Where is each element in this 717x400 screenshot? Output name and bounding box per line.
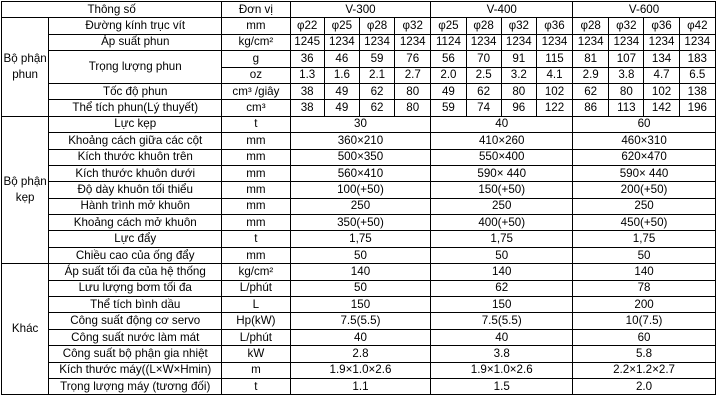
value-cell: 196 <box>679 100 715 116</box>
row-label: Lực kẹp <box>49 116 222 132</box>
value-cell: 38 <box>290 100 324 116</box>
value-cell: 96 <box>501 100 536 116</box>
row-label: Chiều cao của ống đẩy <box>49 247 222 263</box>
row-label: Lực đẩy <box>49 231 222 247</box>
table-row <box>2 34 716 50</box>
unit-cell: t <box>222 378 290 394</box>
table-row <box>2 362 716 378</box>
value-cell: 102 <box>644 83 679 99</box>
value-cell: 4.1 <box>536 67 572 83</box>
value-cell: 560×410 <box>290 165 431 181</box>
value-cell: 38 <box>290 83 324 99</box>
table-row <box>2 280 716 296</box>
value-cell: 49 <box>324 83 359 99</box>
value-cell: 2.2×1.2×2.7 <box>573 362 716 378</box>
row-label: Khoảng cách giữa các cột <box>49 133 222 149</box>
value-cell: 102 <box>536 83 572 99</box>
value-cell: 80 <box>501 83 536 99</box>
value-cell: 1234 <box>573 34 609 50</box>
value-cell: 1234 <box>501 34 536 50</box>
unit-cell: mm <box>222 215 290 231</box>
value-cell: 1.5 <box>431 378 573 394</box>
value-cell: 138 <box>679 83 715 99</box>
row-label: Lưu lượng bơm tối đa <box>49 280 222 296</box>
value-cell: 140 <box>573 264 716 280</box>
table-row <box>2 149 716 165</box>
value-cell: φ25 <box>431 18 466 34</box>
value-cell: 1234 <box>466 34 501 50</box>
value-cell: 46 <box>324 51 359 67</box>
value-cell: 3.8 <box>609 67 644 83</box>
value-cell: 200(+50) <box>573 182 716 198</box>
value-cell: 7.5(5.5) <box>290 313 431 329</box>
unit-cell: t <box>222 231 290 247</box>
header-model: V-400 <box>431 2 573 18</box>
value-cell: 1234 <box>644 34 679 50</box>
row-label: Công suất bộ phận gia nhiệt <box>49 346 222 362</box>
unit-cell: mm <box>222 133 290 149</box>
unit-cell: L/phút <box>222 280 290 296</box>
row-label: Trọng lượng máy (tương đối) <box>49 378 222 394</box>
row-label: Kích thước khuôn trên <box>49 149 222 165</box>
value-cell: 250 <box>431 198 573 214</box>
value-cell: 5.8 <box>573 346 716 362</box>
table-row <box>2 215 716 231</box>
value-cell: 1.3 <box>290 67 324 83</box>
unit-cell: t <box>222 116 290 132</box>
table-row <box>2 83 716 99</box>
value-cell: 74 <box>466 100 501 116</box>
value-cell: 76 <box>395 51 431 67</box>
table-row <box>2 264 716 280</box>
unit-cell: oz <box>222 67 290 83</box>
value-cell: 6.5 <box>679 67 715 83</box>
group-injection: Bộ phận phun <box>2 18 49 116</box>
row-label: Trọng lượng phun <box>49 51 222 84</box>
spec-table <box>1 1 716 395</box>
value-cell: 40 <box>431 329 573 345</box>
value-cell: 10(7.5) <box>573 313 716 329</box>
row-label: Thể tích phun(Lý thuyết) <box>49 100 222 116</box>
table-row <box>2 297 716 313</box>
unit-cell: kg/cm² <box>222 34 290 50</box>
value-cell: 3.2 <box>501 67 536 83</box>
value-cell: 2.7 <box>395 67 431 83</box>
value-cell: 150 <box>431 297 573 313</box>
value-cell: 62 <box>431 280 573 296</box>
row-label: Độ dày khuôn tối thiểu <box>49 182 222 198</box>
unit-cell: mm <box>222 149 290 165</box>
table-row <box>2 2 716 18</box>
row-label: Khoảng cách mở khuôn <box>49 215 222 231</box>
value-cell: 49 <box>324 100 359 116</box>
value-cell: 250 <box>573 198 716 214</box>
value-cell: 450(+50) <box>573 215 716 231</box>
row-label: Công suất nước làm mát <box>49 329 222 345</box>
value-cell: 113 <box>609 100 644 116</box>
value-cell: 1,75 <box>290 231 431 247</box>
value-cell: 140 <box>431 264 573 280</box>
value-cell: 40 <box>290 329 431 345</box>
table-row <box>2 378 716 394</box>
value-cell: 1124 <box>431 34 466 50</box>
value-cell: φ25 <box>324 18 359 34</box>
value-cell: 1,75 <box>431 231 573 247</box>
value-cell: 62 <box>359 83 394 99</box>
value-cell: φ36 <box>536 18 572 34</box>
value-cell: 410×260 <box>431 133 573 149</box>
value-cell: 1.1 <box>290 378 431 394</box>
value-cell: 100(+50) <box>290 182 431 198</box>
value-cell: 80 <box>395 100 431 116</box>
value-cell: 50 <box>431 247 573 263</box>
value-cell: 1.9×1.0×2.6 <box>431 362 573 378</box>
value-cell: 91 <box>501 51 536 67</box>
table-row <box>2 116 716 132</box>
row-label: Đường kính trục vít <box>49 18 222 34</box>
value-cell: 50 <box>290 280 431 296</box>
value-cell: 250 <box>290 198 431 214</box>
unit-cell: mm <box>222 182 290 198</box>
value-cell: 200 <box>573 297 716 313</box>
unit-cell: L/phút <box>222 329 290 345</box>
unit-cell: g <box>222 51 290 67</box>
value-cell: 2.0 <box>431 67 466 83</box>
value-cell: 400(+50) <box>431 215 573 231</box>
value-cell: 1234 <box>679 34 715 50</box>
value-cell: 50 <box>573 247 716 263</box>
value-cell: 360×210 <box>290 133 431 149</box>
header-unit: Đơn vị <box>222 2 290 18</box>
unit-cell: Hp(kW) <box>222 313 290 329</box>
value-cell: φ32 <box>609 18 644 34</box>
value-cell: φ42 <box>679 18 715 34</box>
value-cell: 1245 <box>290 34 324 50</box>
value-cell: 78 <box>573 280 716 296</box>
unit-cell: mm <box>222 247 290 263</box>
table-row <box>2 165 716 181</box>
value-cell: φ28 <box>359 18 394 34</box>
row-label: Tốc độ phun <box>49 83 222 99</box>
row-label: Kích thước máy((L×W×Hmin) <box>49 362 222 378</box>
table-row <box>2 51 716 67</box>
value-cell: 1.6 <box>324 67 359 83</box>
value-cell: 140 <box>290 264 431 280</box>
header-model: V-300 <box>290 2 431 18</box>
value-cell: 142 <box>644 100 679 116</box>
value-cell: 30 <box>290 116 431 132</box>
unit-cell: mm <box>222 198 290 214</box>
value-cell: 81 <box>573 51 609 67</box>
value-cell: 3.8 <box>431 346 573 362</box>
value-cell: φ28 <box>466 18 501 34</box>
value-cell: 40 <box>431 116 573 132</box>
table-row <box>2 231 716 247</box>
value-cell: 134 <box>644 51 679 67</box>
value-cell: 115 <box>536 51 572 67</box>
table-row <box>2 329 716 345</box>
unit-cell: kW <box>222 346 290 362</box>
value-cell: 1234 <box>609 34 644 50</box>
value-cell: 350(+50) <box>290 215 431 231</box>
value-cell: 460×310 <box>573 133 716 149</box>
value-cell: 590× 440 <box>573 165 716 181</box>
value-cell: 56 <box>431 51 466 67</box>
value-cell: 1.9×1.0×2.6 <box>290 362 431 378</box>
table-row <box>2 198 716 214</box>
unit-cell: mm <box>222 165 290 181</box>
unit-cell: L <box>222 297 290 313</box>
table-row <box>2 18 716 34</box>
table-row <box>2 182 716 198</box>
row-label: Thể tích bình dầu <box>49 297 222 313</box>
group-clamp: Bộ phận kẹp <box>2 116 49 264</box>
value-cell: φ36 <box>644 18 679 34</box>
value-cell: 590× 440 <box>431 165 573 181</box>
value-cell: 1234 <box>536 34 572 50</box>
value-cell: 620×470 <box>573 149 716 165</box>
value-cell: 7.5(5.5) <box>431 313 573 329</box>
value-cell: 80 <box>395 83 431 99</box>
value-cell: 86 <box>573 100 609 116</box>
value-cell: 107 <box>609 51 644 67</box>
value-cell: 150 <box>290 297 431 313</box>
row-label: Hành trình mở khuôn <box>49 198 222 214</box>
value-cell: 80 <box>609 83 644 99</box>
value-cell: φ32 <box>501 18 536 34</box>
value-cell: 62 <box>466 83 501 99</box>
value-cell: 1234 <box>324 34 359 50</box>
unit-cell: cm³ <box>222 100 290 116</box>
group-other: Khác <box>2 264 49 395</box>
value-cell: 50 <box>290 247 431 263</box>
value-cell: 62 <box>573 83 609 99</box>
value-cell: 2.8 <box>290 346 431 362</box>
value-cell: 2.5 <box>466 67 501 83</box>
value-cell: 62 <box>359 100 394 116</box>
table-row <box>2 133 716 149</box>
row-label: Công suất động cơ servo <box>49 313 222 329</box>
value-cell: 2.0 <box>573 378 716 394</box>
value-cell: 59 <box>431 100 466 116</box>
value-cell: 550×400 <box>431 149 573 165</box>
unit-cell: mm <box>222 18 290 34</box>
value-cell: 122 <box>536 100 572 116</box>
value-cell: 36 <box>290 51 324 67</box>
row-label: Áp suất phun <box>49 34 222 50</box>
table-row <box>2 313 716 329</box>
value-cell: 60 <box>573 329 716 345</box>
header-param: Thông số <box>2 2 222 18</box>
value-cell: 500×350 <box>290 149 431 165</box>
value-cell: 2.9 <box>573 67 609 83</box>
value-cell: φ32 <box>395 18 431 34</box>
table-row <box>2 100 716 116</box>
row-label: Kích thước khuôn dưới <box>49 165 222 181</box>
value-cell: φ22 <box>290 18 324 34</box>
value-cell: 1234 <box>359 34 394 50</box>
table-row <box>2 247 716 263</box>
value-cell: 49 <box>431 83 466 99</box>
value-cell: 2.1 <box>359 67 394 83</box>
value-cell: 1234 <box>395 34 431 50</box>
unit-cell: kg/cm² <box>222 264 290 280</box>
value-cell: 60 <box>573 116 716 132</box>
table-row <box>2 346 716 362</box>
row-label: Áp suất tối đa của hệ thống <box>49 264 222 280</box>
value-cell: 70 <box>466 51 501 67</box>
header-model: V-600 <box>573 2 716 18</box>
value-cell: 1,75 <box>573 231 716 247</box>
unit-cell: m <box>222 362 290 378</box>
value-cell: 150(+50) <box>431 182 573 198</box>
value-cell: φ28 <box>573 18 609 34</box>
value-cell: 59 <box>359 51 394 67</box>
value-cell: 183 <box>679 51 715 67</box>
unit-cell: cm³ /giây <box>222 83 290 99</box>
value-cell: 4.7 <box>644 67 679 83</box>
